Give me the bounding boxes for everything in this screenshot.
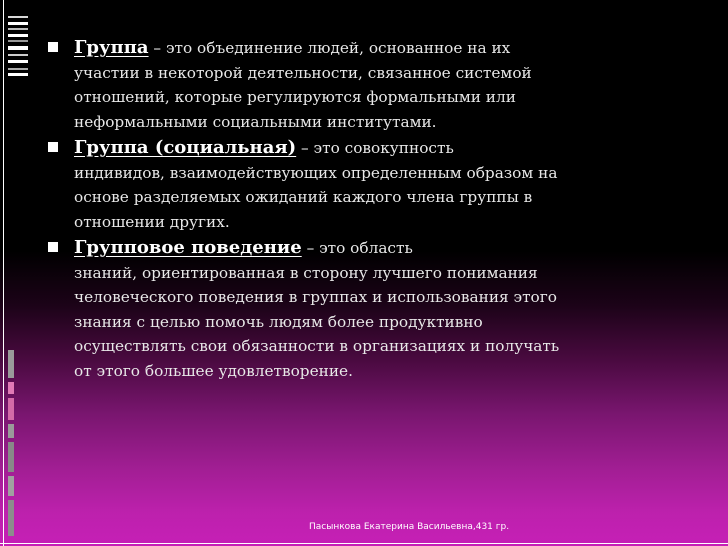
deco-block (8, 424, 14, 438)
definition-text: это совокупность (313, 139, 454, 157)
definition-line: основе разделяемых ожиданий каждого члена группы в (74, 188, 533, 206)
deco-line (8, 73, 28, 76)
deco-line (8, 28, 28, 30)
deco-line (8, 34, 28, 37)
deco-line (8, 16, 28, 18)
bullet-item-group-behavior (48, 236, 608, 383)
left-decorative-stripe (8, 10, 28, 546)
frame-line-left (3, 0, 4, 546)
deco-block (8, 500, 14, 536)
bullet-first-line (74, 236, 608, 261)
square-bullet-icon (48, 142, 58, 152)
square-bullet-icon (48, 242, 58, 252)
deco-line (8, 68, 28, 70)
slide-footer: Пасынкова Екатерина Васильевна,431 гр. (309, 522, 510, 532)
definition-line: от этого большее удовлетворение. (74, 361, 353, 380)
definition-line: участии в некоторой деятельности, связанное системой (74, 63, 532, 82)
definition-line: знания с целью помочь людям более продуктивно (74, 312, 483, 331)
deco-block (8, 442, 14, 472)
definition-line: индивидов, взаимодействующих определенным образом на (74, 163, 558, 182)
dash-separator: – (301, 239, 320, 257)
definition-line: отношений, которые регулируются формальными или (74, 88, 516, 106)
deco-block (8, 476, 14, 496)
deco-line (8, 22, 28, 25)
deco-line (8, 46, 28, 50)
deco-line (8, 40, 28, 42)
term-label: Группа (74, 37, 149, 58)
square-bullet-icon (48, 42, 58, 52)
definition-line: отношении других. (74, 212, 230, 231)
bullet-first-line (74, 36, 608, 61)
bullet-item-social-group (48, 136, 608, 234)
definition-text: это объединение людей, основанное на их (165, 39, 511, 57)
deco-block (8, 398, 14, 420)
term-label: Группа (социальная) (74, 137, 297, 158)
definition-line: неформальными социальными институтами. (74, 112, 437, 131)
definition-line: знаний, ориентированная в сторону лучшего понимания (74, 263, 538, 282)
slide-body (48, 36, 608, 385)
bullet-first-line (74, 136, 608, 161)
deco-block (8, 382, 14, 394)
deco-line (8, 60, 28, 63)
definition-line: осуществлять свои обязанности в организациях и получать (74, 337, 560, 355)
frame-line-bottom (0, 543, 728, 544)
definition-line: человеческого поведения в группах и использования этого (74, 288, 557, 306)
bullet-item-group (48, 36, 608, 134)
deco-line (8, 54, 28, 56)
dash-separator: – (296, 139, 314, 157)
definition-text: это область (319, 239, 413, 257)
deco-block (8, 350, 14, 378)
term-label: Групповое поведение (74, 237, 302, 258)
dash-separator: – (148, 39, 166, 57)
